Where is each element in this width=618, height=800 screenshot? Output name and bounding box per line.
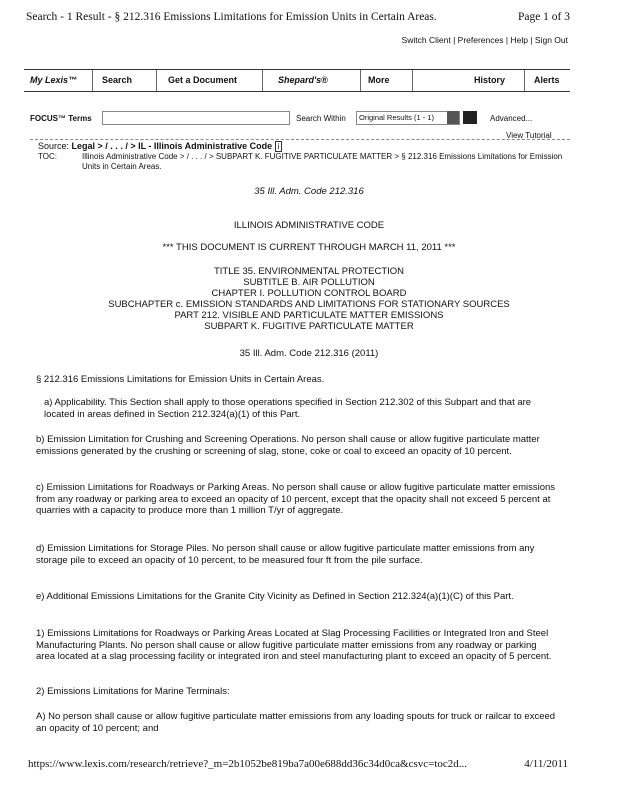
- source-label: Source:: [38, 141, 70, 151]
- paragraph-b: b) Emission Limitation for Crushing and Screening Operations. No person shall cause or allow fugitive particulate matter emissions generated by the crushing or screening of slag, stone, coke or coal to exceed an opacity of 10 percent.: [36, 434, 540, 457]
- link-separator: |: [530, 35, 533, 45]
- paragraph-e: e) Additional Emissions Limitations for the Granite City Vicinity as Defined in Section 212.324(a)(1)(C) of this Part.: [36, 591, 514, 602]
- advanced-link[interactable]: Advanced...: [490, 114, 533, 123]
- paragraph-e2a: A) No person shall cause or allow fugitive particulate matter emissions from any loading spouts for truck or railcar to exceed an opacity of 10 percent; and: [36, 711, 556, 734]
- nav-divider: [524, 70, 525, 91]
- code-heading: ILLINOIS ADMINISTRATIVE CODE: [233, 220, 385, 231]
- nav-shepards[interactable]: Shepard's®: [278, 75, 328, 85]
- citation-year: 35 Ill. Adm. Code 212.316 (2011): [239, 348, 379, 359]
- nav-divider: [92, 70, 93, 91]
- focus-terms-input[interactable]: [102, 111, 290, 125]
- focus-terms-label: FOCUS™ Terms: [30, 114, 92, 123]
- nav-alerts[interactable]: Alerts: [534, 75, 560, 85]
- paragraph-c: c) Emission Limitations for Roadways or Parking Areas. No person shall cause or allow fugitive particulate matter emissions from any roadway or parking area to exceed an opacity of 10 percent, except that the opacity shall not exceed 5 percent at quarries with a capacity to produce more than 1 million T/yr of aggregate.: [36, 482, 556, 516]
- print-date: 4/11/2011: [524, 758, 568, 770]
- hierarchy-subpart: SUBPART K. FUGITIVE PARTICULATE MATTER: [204, 321, 414, 332]
- focus-go-icon[interactable]: [463, 111, 477, 124]
- help-link[interactable]: Help: [510, 35, 528, 45]
- nav-history[interactable]: History: [474, 75, 506, 85]
- nav-divider: [262, 70, 263, 91]
- paragraph-e1: 1) Emissions Limitations for Roadways or Parking Areas Located at Slag Processing Facilities or Integrated Iron and Steel Manufacturing Plants. No person shall cause or allow fugitive particulate matter emissions from any roadway or parking area located at a slag processing facility or integrated iron and steel manufacturing plant to exceed an opacity of 5 percent.: [36, 628, 552, 662]
- nav-divider: [412, 70, 413, 91]
- source-info-icon[interactable]: i: [275, 141, 283, 152]
- search-within-select[interactable]: Original Results (1 - 1): [356, 111, 460, 125]
- nav-get-a-document[interactable]: Get a Document: [168, 75, 238, 85]
- hierarchy-subtitle: SUBTITLE B. AIR POLLUTION: [243, 277, 375, 288]
- source-path[interactable]: Legal > / . . . / > IL - Illinois Administrative Code: [71, 141, 273, 151]
- print-header-title: Search - 1 Result - § 212.316 Emissions Limitations for Emission Units in Certain Areas.: [26, 11, 437, 23]
- link-separator: |: [505, 35, 509, 45]
- nav-divider: [156, 70, 157, 91]
- hierarchy-chapter: CHAPTER I. POLLUTION CONTROL BOARD: [211, 288, 407, 299]
- go-button-icon[interactable]: [447, 111, 459, 124]
- switch-client-link[interactable]: Switch Client: [401, 35, 451, 45]
- focus-search-bar: [30, 111, 570, 127]
- source-breadcrumb: [38, 141, 282, 151]
- top-links: [402, 35, 568, 45]
- toc-path[interactable]: Illinois Administrative Code > / . . . / > SUBPART K. FUGITIVE PARTICULATE MATTER > § 212.316 Emissions Limitations for Emission Units in Certain Areas.: [82, 152, 563, 171]
- paragraph-a: a) Applicability. This Section shall apply to those operations specified in Section 212.302 of this Subpart and that are located in areas defined in Section 212.324(a)(1) of this Part.: [44, 397, 532, 420]
- nav-divider: [360, 70, 361, 91]
- hierarchy-subchapter: SUBCHAPTER c. EMISSION STANDARDS AND LIMITATIONS FOR STATIONARY SOURCES: [108, 299, 510, 310]
- view-tutorial-link[interactable]: View Tutorial: [506, 131, 552, 140]
- preferences-link[interactable]: Preferences: [457, 35, 504, 45]
- currency-notice: *** THIS DOCUMENT IS CURRENT THROUGH MARCH 11, 2011 ***: [162, 242, 456, 253]
- link-separator: |: [453, 35, 456, 45]
- section-title: § 212.316 Emissions Limitations for Emission Units in Certain Areas.: [36, 374, 325, 385]
- hierarchy-part: PART 212. VISIBLE AND PARTICULATE MATTER EMISSIONS: [174, 310, 444, 321]
- sign-out-link[interactable]: Sign Out: [534, 35, 568, 45]
- nav-more[interactable]: More: [368, 75, 390, 85]
- nav-my-lexis[interactable]: My Lexis™: [30, 75, 78, 85]
- paragraph-e2: 2) Emissions Limitations for Marine Terminals:: [36, 686, 230, 697]
- print-url: https://www.lexis.com/research/retrieve?_m=2b1052be819ba7a00e688dd36c34d0ca&csvc=toc2d...: [28, 758, 468, 770]
- paragraph-d: d) Emission Limitations for Storage Piles. No person shall cause or allow fugitive particulate matter emissions from any storage pile to exceed an opacity of 10 percent, to be measured four ft from the pile surface.: [36, 543, 535, 566]
- nav-search[interactable]: Search: [102, 75, 133, 85]
- divider: [30, 139, 570, 140]
- hierarchy-title: TITLE 35. ENVIRONMENTAL PROTECTION: [213, 266, 405, 277]
- print-page-number: Page 1 of 3: [517, 11, 570, 23]
- document-citation: 35 Ill. Adm. Code 212.316: [254, 186, 364, 197]
- main-nav-bar: [24, 69, 570, 92]
- toc-label: TOC:: [38, 152, 57, 161]
- search-within-label: Search Within: [296, 114, 346, 123]
